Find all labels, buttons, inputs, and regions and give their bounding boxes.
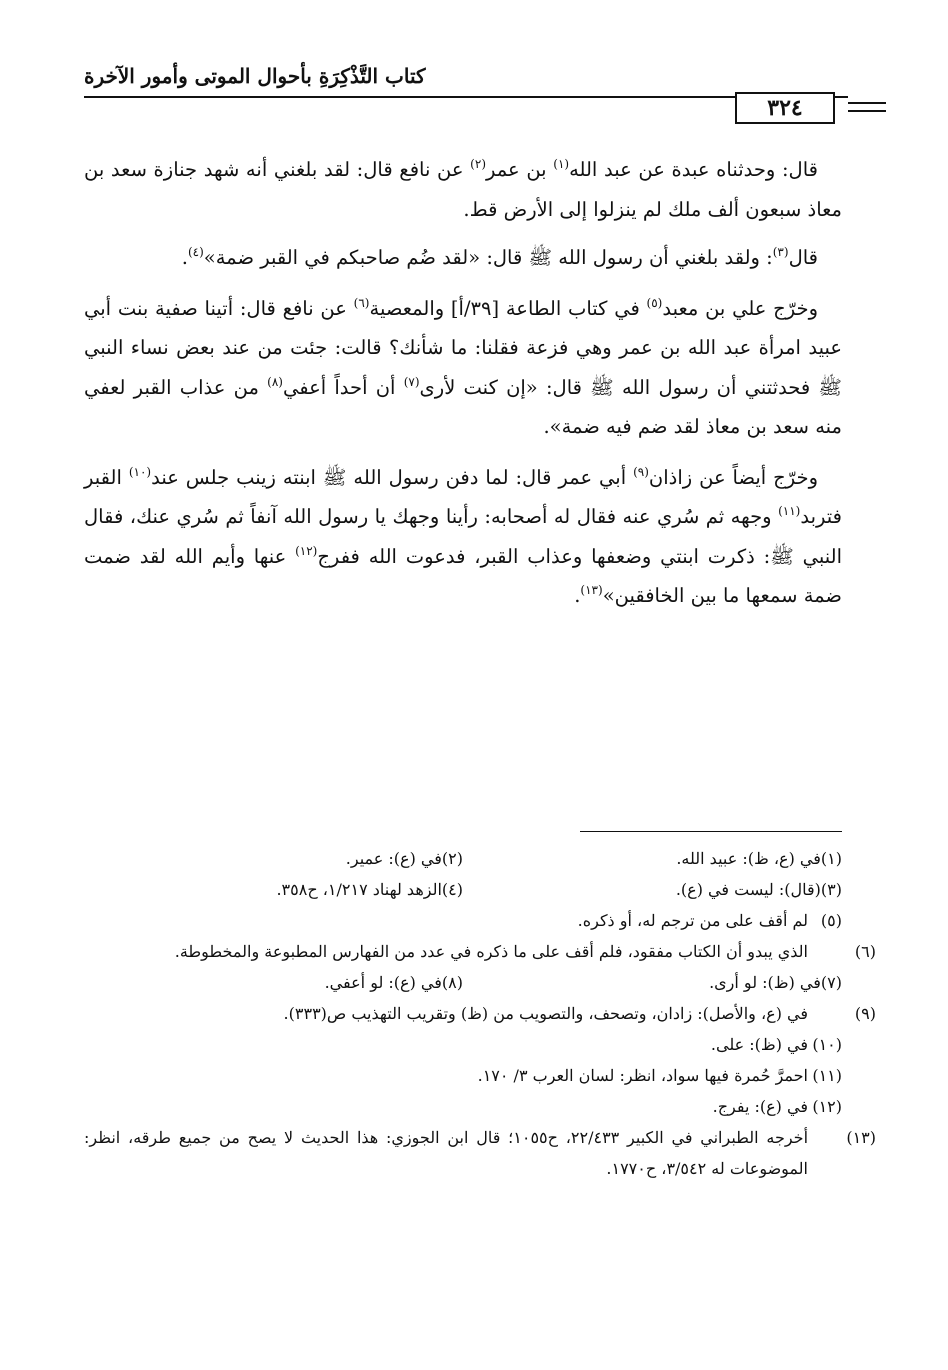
footnote-12: (١٢)في (ع): يفرج. bbox=[712, 1097, 842, 1116]
footnote-3: (٣)(قال): ليست في (ع). bbox=[675, 880, 842, 899]
main-text bbox=[84, 150, 842, 627]
footnotes bbox=[84, 843, 877, 1184]
running-header-title: كتاب التَّذْكِرَةِ بأحوال الموتى وأمور الآخرة bbox=[84, 64, 426, 88]
footnote-7: (٧)في (ظ): لو أرى. bbox=[709, 973, 842, 992]
paragraph-3: وخرّج علي بن معبد$^{(٥)}$ في كتاب الطاعة [٣٩/أ] والمعصية$^{(٦)}$ عن نافع قال: أتينا صفية بنت أبي عبيد امرأة عبد الله بن عمر وهي فزعة فقلنا: ما شأنك؟ قالت: جئت من عند بعض نساء النبي ﷺ فحدثتني أن رسول الله ﷺ قال: «إن كنت لأرى$^{(٧)}$ أن أحداً أعفي$^{(٨)}$ من عذاب القبر لعفي منه سعد بن معاذ لقد ضم فيه ضمة». bbox=[84, 295, 842, 438]
paragraph-4: وخرّج أيضاً عن زاذان$^{(٩)}$ أبي عمر قال: لما دفن رسول الله ﷺ ابنته زينب جلس عند$^{(١٠)}$ القبر فتربد$^{(١١)}$ وجهه ثم سُري عنه فقال له أصحابه: رأينا وجهك يا رسول الله آنفاً ثم سُري عنك، فقال النبي ﷺ: ذكرت ابنتي وضعفها وعذاب القبر، فدعوت الله ففرج$^{(١٢)}$ عنها وأيم الله لقد ضمت ضمة سمعها ما بين الخافقين»$^{(١٣)}$. bbox=[84, 464, 842, 607]
paragraph-2: قال$^{(٣)}$: ولقد بلغني أن رسول الله ﷺ قال: «لقد ضُم صاحبكم في القبر ضمة»$^{(٤)}$. bbox=[181, 245, 818, 269]
header-rule-extension-bottom bbox=[848, 110, 886, 112]
page-number-box bbox=[735, 92, 835, 124]
footnote-row bbox=[84, 874, 842, 905]
footnote-9: (٩)في (ع، والأصل): زادان، وتصحف، والتصويب من (ظ) وتقريب التهذيب ص(٣٣٣). bbox=[283, 1004, 876, 1023]
footnote-separator bbox=[580, 831, 842, 832]
header-rule bbox=[84, 96, 848, 98]
footnote-row bbox=[84, 967, 842, 998]
header-rule-extension-top bbox=[848, 102, 886, 104]
footnote-10: (١٠)في (ظ): على. bbox=[710, 1035, 842, 1054]
paragraph-1: قال: وحدثناه عبدة عن عبد الله$^{(١)}$ بن عمر$^{(٢)}$ عن نافع قال: لقد بلغني أنه شهد جنازة سعد بن معاذ سبعون ألف ملك لم ينزلوا إلى الأرض قط. bbox=[84, 157, 842, 221]
footnote-1: (١)في (ع، ظ): عبيد الله. bbox=[676, 849, 842, 868]
footnote-5: (٥)لم أقف على من ترجم له، أو ذكره. bbox=[577, 911, 842, 930]
footnote-4: (٤)الزهد لهناد ١/٢١٧، ح٣٥٨. bbox=[276, 880, 463, 899]
footnote-13: (١٣)أخرجه الطبراني في الكبير ٢٢/٤٣٣، ح١٠٥٥؛ قال ابن الجوزي: هذا الحديث لا يصح من جميع طرقه، انظر: الموضوعات له ٣/٥٤٢، ح١٧٧٠. bbox=[84, 1128, 877, 1178]
footnote-2: (٢)في (ع): عمير. bbox=[345, 849, 463, 868]
page-number: ٣٢٤ bbox=[767, 95, 803, 121]
footnote-11: (١١)احمرَّ حُمرة فيها سواد، انظر: لسان العرب ٣/ ١٧٠. bbox=[477, 1066, 842, 1085]
footnote-8: (٨)في (ع): لو أعفي. bbox=[324, 973, 463, 992]
footnote-row bbox=[84, 843, 842, 874]
footnote-6: (٦)الذي يبدو أن الكتاب مفقود، فلم أقف على ما ذكره في عدد من الفهارس المطبوعة والمخطوطة. bbox=[174, 942, 876, 961]
